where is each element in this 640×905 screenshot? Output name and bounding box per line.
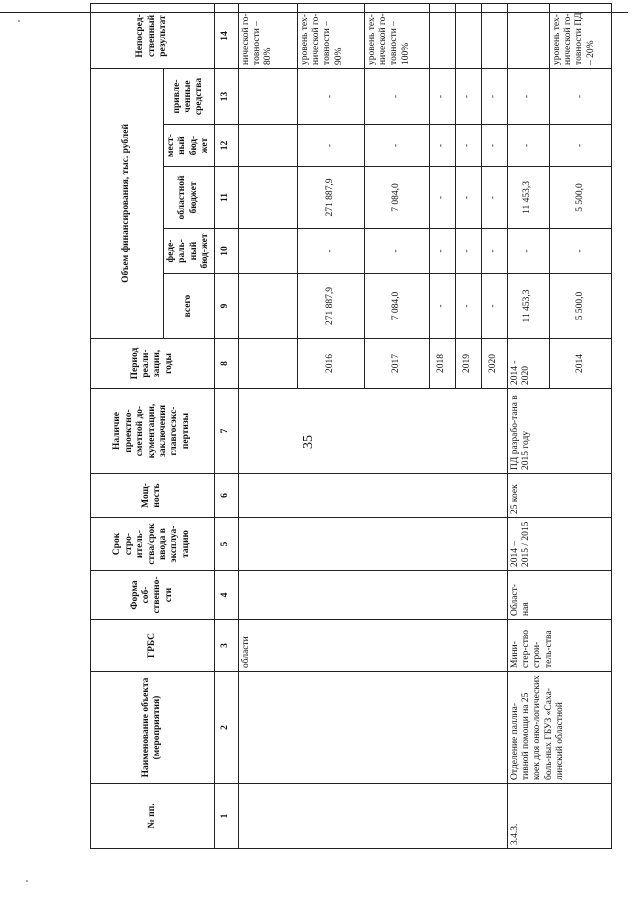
result-cell: уровень тех-нической го-товности – 90% [297, 3, 364, 68]
year-cell: 2014 - 2020 [507, 339, 549, 389]
year-cell: 2019 [455, 339, 481, 389]
prev-year-cell [238, 339, 297, 389]
item-term-cell: 2014 – 2015 / 2015 [507, 518, 611, 571]
year-cell: 2018 [429, 339, 455, 389]
federal-cell: - [297, 229, 364, 274]
regional-cell: 5 500,0 [549, 167, 611, 229]
prev-term-cell [238, 518, 507, 571]
prev-regional-cell [238, 167, 297, 229]
header-federal: феде-раль-ный бюд-жет [164, 229, 215, 274]
col-num-5: 5 [214, 518, 238, 571]
result-cell [507, 3, 549, 68]
year-cell: 2016 [297, 339, 364, 389]
header-name: Наименование объекта (мероприятия) [91, 672, 215, 784]
table-row [238, 3, 297, 848]
attracted-cell: - [429, 68, 455, 124]
regional-cell: - [429, 167, 455, 229]
regional-cell: 7 084,0 [364, 167, 429, 229]
prev-psd-cell [238, 389, 507, 474]
rotated-table-container [90, 12, 612, 849]
regional-cell: - [455, 167, 481, 229]
col-num-10: 10 [214, 229, 238, 274]
attracted-cell: - [297, 68, 364, 124]
result-cell: нической го-товности – 80% [238, 3, 297, 68]
header-capacity: Мощ-ность [91, 474, 215, 518]
federal-cell: - [364, 229, 429, 274]
federal-cell: - [429, 229, 455, 274]
federal-cell: - [507, 229, 549, 274]
header-financing: Объем финансирования, тыс. рублей [91, 68, 164, 338]
col-num-14: 14 [214, 3, 238, 68]
local-cell: - [455, 125, 481, 167]
table-frame [90, 12, 612, 849]
header-result: Непосред-ственный результат [91, 3, 215, 68]
prev-capacity-cell [238, 474, 507, 518]
item-grbs-cell: Мини-стер-ство строи-тель-ства [507, 620, 611, 672]
result-cell [429, 3, 455, 68]
col-num-9: 9 [214, 274, 238, 339]
year-cell: 2014 [549, 339, 611, 389]
prev-local-cell [238, 125, 297, 167]
local-cell: - [481, 125, 507, 167]
local-cell: - [297, 125, 364, 167]
total-cell: 7 084,0 [364, 274, 429, 339]
col-num-3: 3 [214, 620, 238, 672]
year-cell: 2020 [481, 339, 507, 389]
total-cell: - [481, 274, 507, 339]
local-cell: - [507, 125, 549, 167]
item-psd-cell: ПД разрабо-тана в 2015 году [507, 389, 611, 474]
header-ownership: Форма соб-ственно-сти [91, 571, 215, 620]
total-cell: 271 887,9 [297, 274, 364, 339]
col-num-2: 2 [214, 672, 238, 784]
header-num: № пп. [91, 784, 215, 849]
prev-attracted-cell [238, 68, 297, 124]
prev-grbs-cell: области [238, 620, 507, 672]
prev-ownership-cell [238, 571, 507, 620]
regional-cell: 271 887,9 [297, 167, 364, 229]
header-attracted: привле-ченные средства [164, 68, 215, 124]
header-period: Период реали-зации, годы [91, 339, 215, 389]
header-grbs: ГРБС [91, 620, 215, 672]
prev-num-cell [238, 784, 507, 849]
result-cell: уровень тех-нической го-товности ПД – 20% [549, 3, 611, 68]
header-psd: Наличие проектно-сметной до-кументации, заключения главгосэкс-пертизы [91, 389, 215, 474]
total-cell: - [429, 274, 455, 339]
result-cell [481, 3, 507, 68]
scan-dot [26, 880, 28, 882]
prev-federal-cell [238, 229, 297, 274]
prev-total-cell [238, 274, 297, 339]
header-term: Срок стро-итель-ства/срок ввода в эксплуа-тацию [91, 518, 215, 571]
col-num-6: 6 [214, 474, 238, 518]
col-num-4: 4 [214, 571, 238, 620]
total-cell: 5 500,0 [549, 274, 611, 339]
header-local: мест-ный бюд-жет [164, 125, 215, 167]
attracted-cell: - [455, 68, 481, 124]
federal-cell: - [481, 229, 507, 274]
item-ownership-cell: Област-ная [507, 571, 611, 620]
col-num-7: 7 [214, 389, 238, 474]
federal-cell: - [549, 229, 611, 274]
attracted-cell: - [364, 68, 429, 124]
attracted-cell: - [549, 68, 611, 124]
col-num-13: 13 [214, 68, 238, 124]
local-cell: - [549, 125, 611, 167]
header-regional: областной бюджет [164, 167, 215, 229]
local-cell: - [364, 125, 429, 167]
page-number: 35 [301, 435, 316, 449]
col-num-11: 11 [214, 167, 238, 229]
col-num-12: 12 [214, 125, 238, 167]
col-num-8: 8 [214, 339, 238, 389]
scan-dot [18, 20, 20, 22]
column-number-row [214, 3, 238, 848]
header-row-1 [91, 3, 164, 848]
regional-cell: 11 453,3 [507, 167, 549, 229]
year-cell: 2017 [364, 339, 429, 389]
result-cell: уровень тех-нической го-товности – 100% [364, 3, 429, 68]
prev-name-cell [238, 672, 507, 784]
total-cell: - [455, 274, 481, 339]
item-name-cell: Отделение паллиа-тивной помощи на 25 коек для онко-логических боль-ных ГБУЗ «Саха-линский областной [507, 672, 611, 784]
table-row [507, 3, 549, 848]
item-num-cell: 3.4.3. [507, 784, 611, 849]
local-cell: - [429, 125, 455, 167]
result-cell [455, 3, 481, 68]
header-total: всего [164, 274, 215, 339]
regional-cell: - [481, 167, 507, 229]
item-capacity-cell: 25 коек [507, 474, 611, 518]
total-cell: 11 453,3 [507, 274, 549, 339]
financing-table [90, 3, 612, 849]
federal-cell: - [455, 229, 481, 274]
attracted-cell: - [507, 68, 549, 124]
attracted-cell: - [481, 68, 507, 124]
col-num-1: 1 [214, 784, 238, 849]
